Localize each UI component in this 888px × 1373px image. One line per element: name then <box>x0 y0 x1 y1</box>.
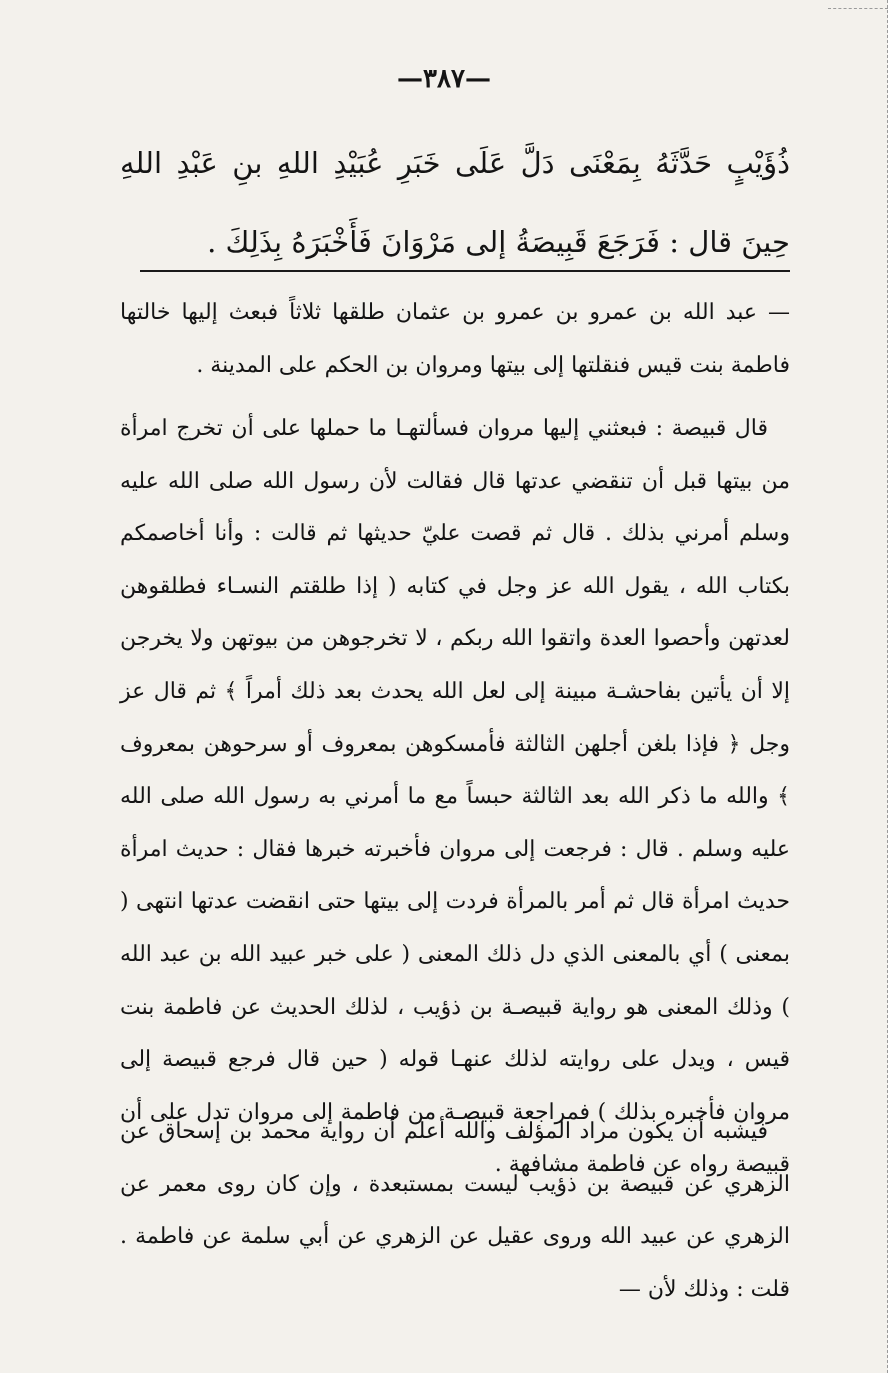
footnote-paragraph-2: قال قبيصة : فبعثني إليها مروان فسألتهـا ما حملها على أن تخرج امرأة من بيتها قبل أن تنقضي عدتها قال فقالت لأن رسول الله صلى الله عليه وسلم أمرني بذلك . قال ثم قصت عليّ حديثها ثم قالت : وأنا أخاصمكم بكتاب الله ، يقول الله عز وجل في كتابه ( إذا طلقتم النسـاء فطلقوهن لعدتهن وأحصوا العدة واتقوا الله ربكم ، لا تخرجوهن من بيوتهن ولا يخرجن إلا أن يأتين بفاحشـة مبينة إلى لعل الله يحدث بعد ذلك أمراً ﴾ ثم قال عز وجل ﴿ فإذا بلغن أجلهن الثالثة فأمسكوهن بمعروف أو سرحوهن بمعروف ﴾ والله ما ذكر الله بعد الثالثة حبساً مع ما أمرني به رسول الله صلى الله عليه وسلم . قال : فرجعت إلى مروان فأخبرته خبرها فقال : حديث امرأة حديث امرأة قال ثم أمر بالمرأة فردت إلى بيتها حتى انقضت عدتها انتهى ( بمعنى ) أي بالمعنى الذي دل ذلك المعنى ( على خبر عبيد الله بن عبد الله ) وذلك المعنى هو رواية قبيصـة بن ذؤيب ، لذلك الحديث عن فاطمة بنت قيس ، ويدل على روايته لذلك عنهـا قوله ( حين قال فرجع قبيصة إلى مروان فأخبره بذلك ) فمراجعة قبيصـة من فاطمة إلى مروان تدل على أن قبيصة رواه عن فاطمة مشافهة . <box>120 416 790 1178</box>
page-number: —٣٨٧— <box>397 64 491 94</box>
main-text: ذُؤَيْبٍ حَدَّثَهُ بِمَعْنَى دَلَّ عَلَى خَبَرِ عُبَيْدِ اللهِ بنِ عَبْدِ اللهِ حِينَ قال : فَرَجَعَ قَبِيصَةُ إلى مَرْوَانَ فَأَخْبَرَهُ بِذَلِكَ . <box>120 146 790 259</box>
footnote-paragraph-1: — عبد الله بن عمرو بن عمرو بن عثمان طلقها ثلاثاً فبعث إليها خالتها فاطمة بنت قيس فنقلتها إلى بيتها ومروان بن الحكم على المدينة . <box>120 300 790 378</box>
scan-top-mark <box>828 8 888 9</box>
footnote-divider <box>140 270 790 272</box>
footnote-paragraph-3: فيشبه أن يكون مراد المؤلف والله أعلم أن رواية محمد بن إسحاق عن الزهري عن قبيصة بن ذؤيب ليست بمستبعدة ، وإن كان روى معمر عن الزهري عن عبيد الله وروى عقيل عن الزهري عن أبي سلمة عن فاطمة . قلت : وذلك لأن — <box>120 1119 790 1302</box>
